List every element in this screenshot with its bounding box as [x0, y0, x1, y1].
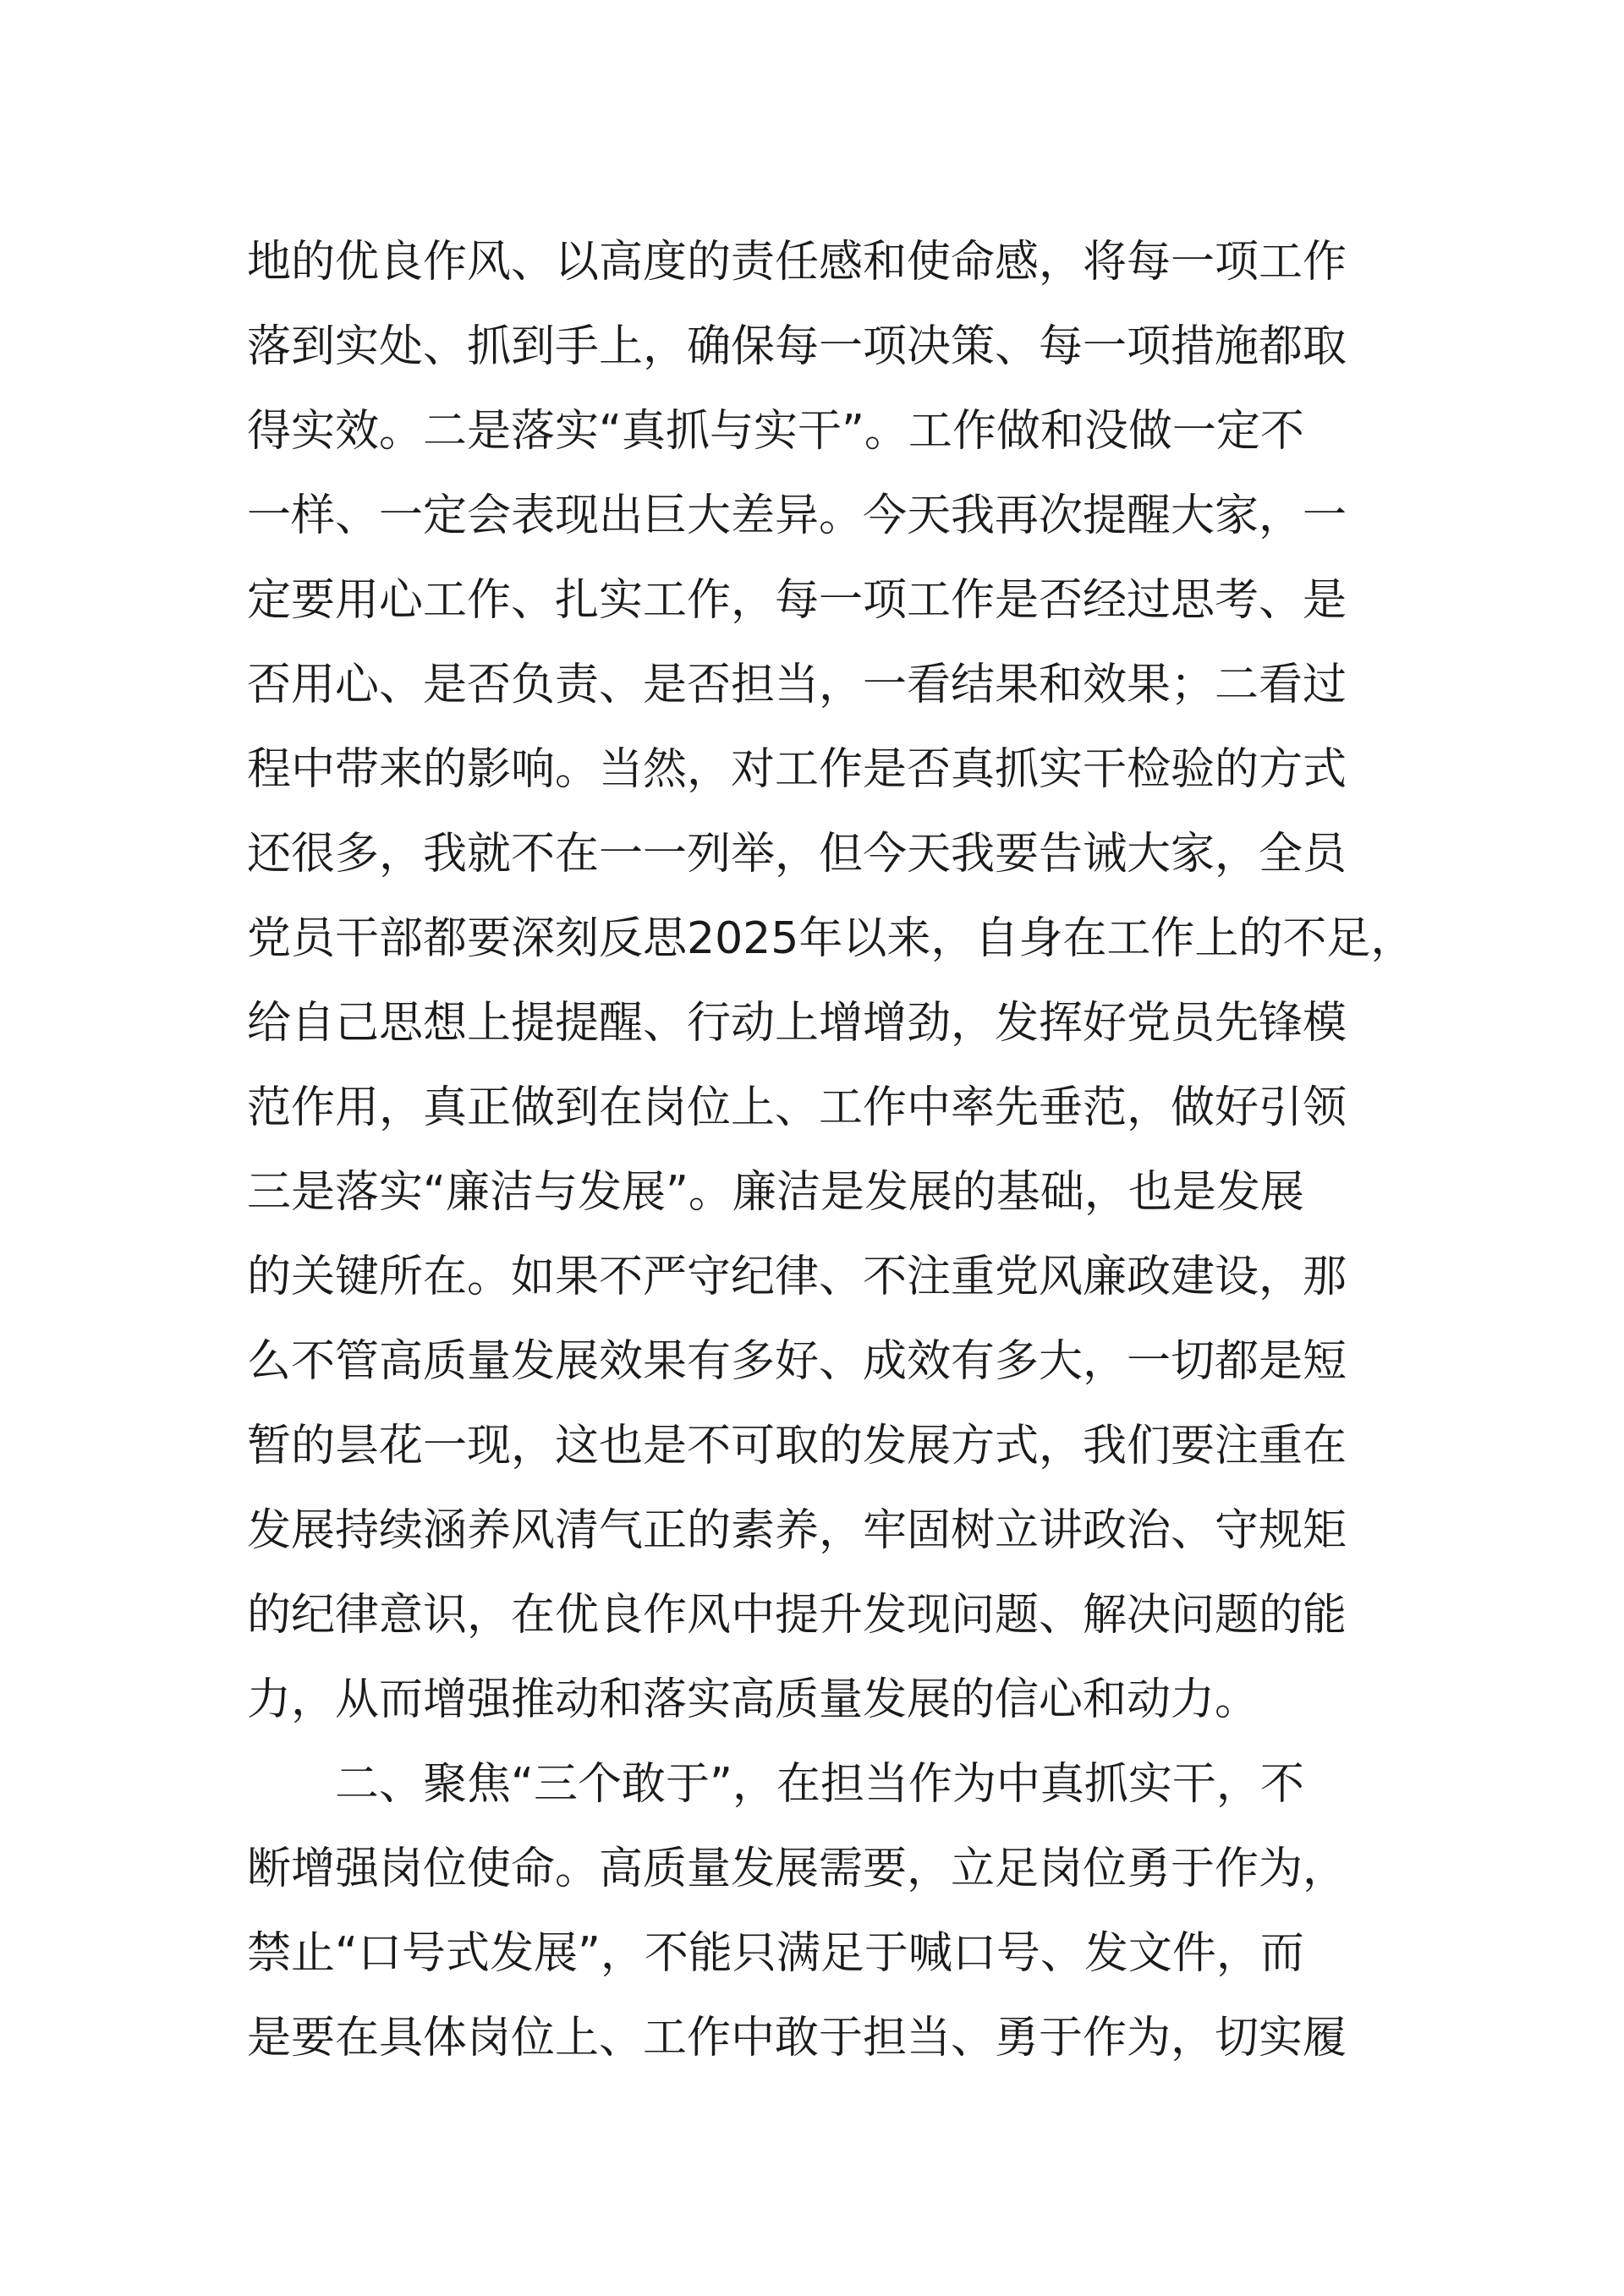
text-line-22: 是要在具体岗位上、工作中敢于担当、勇于作为，切实履	[247, 2013, 1347, 2063]
text-line-20: 断增强岗位使命。高质量发展需要，立足岗位勇于作为，	[247, 1844, 1347, 1894]
body-text	[247, 220, 1414, 2080]
text-line-9: 党员干部都要深刻反思2025年以来，自身在工作上的不足，	[247, 913, 1415, 964]
text-line-14: 么不管高质量发展效果有多好、成效有多大，一切都是短	[247, 1336, 1347, 1387]
text-line-13: 的关键所在。如果不严守纪律、不注重党风廉政建设，那	[247, 1252, 1347, 1302]
text-line-15: 暂的昙花一现，这也是不可取的发展方式，我们要注重在	[247, 1421, 1347, 1471]
text-line-6: 否用心、是否负责、是否担当，一看结果和效果；二看过	[247, 660, 1347, 710]
text-line-16: 发展持续涵养风清气正的素养，牢固树立讲政治、守规矩	[247, 1505, 1347, 1556]
text-line-8: 还很多，我就不在一一列举，但今天我要告诫大家，全员	[247, 829, 1347, 879]
text-line-1: 地的优良作风、以高度的责任感和使命感，将每一项工作	[247, 237, 1347, 288]
text-line-21: 禁止“口号式发展”，不能只满足于喊口号、发文件，而	[247, 1928, 1304, 1979]
text-line-18: 力，从而增强推动和落实高质量发展的信心和动力。	[247, 1674, 1259, 1725]
text-line-10: 给自己思想上提提醒、行动上增增劲，发挥好党员先锋模	[247, 998, 1347, 1049]
text-line-11: 范作用，真正做到在岗位上、工作中率先垂范，做好引领	[247, 1082, 1347, 1133]
text-line-12: 三是落实“廉洁与发展”。廉洁是发展的基础，也是发展	[247, 1167, 1304, 1218]
text-line-4: 一样、一定会表现出巨大差异。今天我再次提醒大家，一	[247, 490, 1347, 541]
text-line-3: 得实效。二是落实“真抓与实干”。工作做和没做一定不	[247, 406, 1304, 457]
text-line-7: 程中带来的影响。当然，对工作是否真抓实干检验的方式	[247, 744, 1347, 795]
text-line-17: 的纪律意识，在优良作风中提升发现问题、解决问题的能	[247, 1590, 1347, 1641]
text-line-5: 定要用心工作、扎实工作，每一项工作是否经过思考、是	[247, 575, 1347, 626]
text-line-2: 落到实处、抓到手上，确保每一项决策、每一项措施都取	[247, 321, 1347, 372]
section-heading-line: 二、聚焦“三个敢于”，在担当作为中真抓实干，不	[335, 1759, 1304, 1810]
